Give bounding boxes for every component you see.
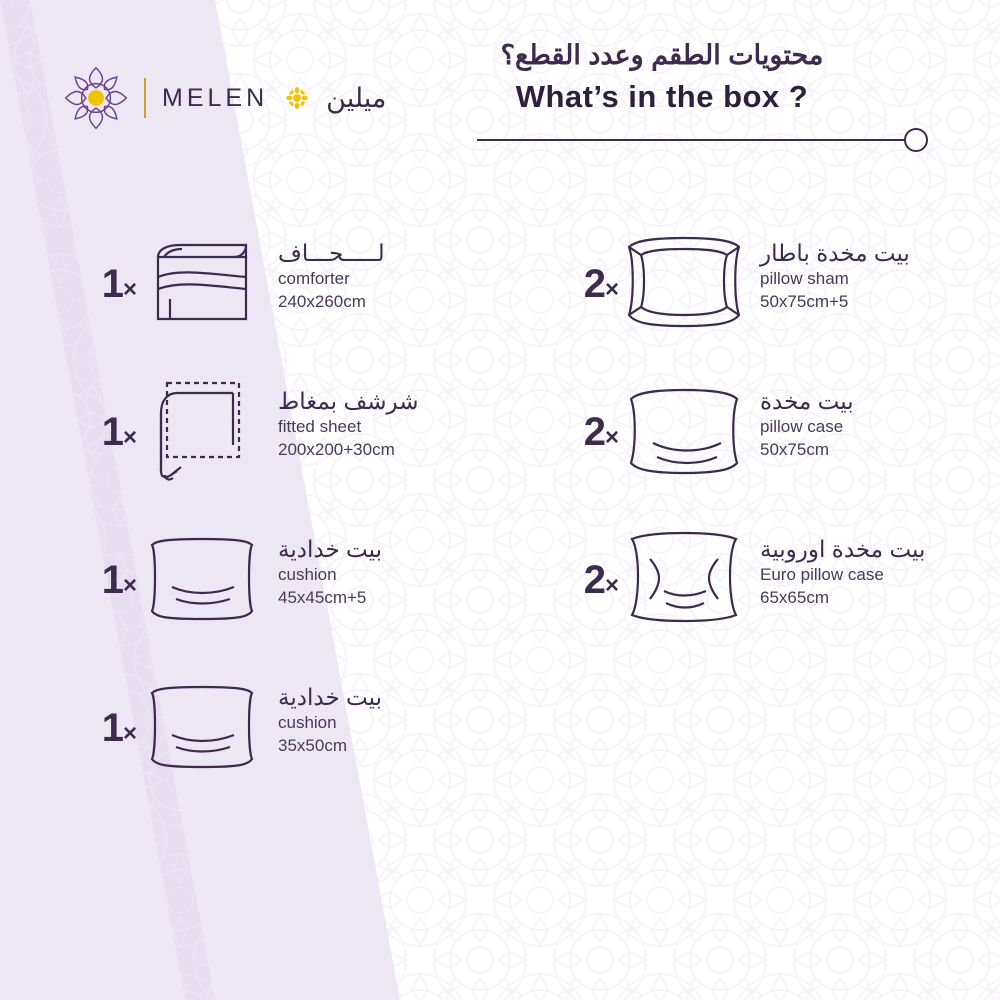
item-quantity: 2× xyxy=(583,558,618,602)
item-quantity: 1× xyxy=(101,262,136,306)
item-label-en: pillow sham xyxy=(760,269,849,289)
item-size: 35x50cm xyxy=(278,736,347,756)
pillow-case-icon xyxy=(618,366,750,486)
item-pillow-sham xyxy=(540,218,1000,366)
item-label-en: cushion xyxy=(278,713,337,733)
item-label-ar: بيت مخدة باطار xyxy=(760,240,910,266)
logo-divider xyxy=(144,78,146,118)
item-size: 240x260cm xyxy=(278,292,366,312)
item-size: 200x200+30cm xyxy=(278,440,395,460)
item-labels xyxy=(268,514,382,610)
fitted-sheet-icon xyxy=(136,366,268,486)
item-label-ar: بيت خدادية xyxy=(278,684,382,710)
item-fitted-sheet xyxy=(58,366,528,514)
items-column-right xyxy=(540,218,1000,662)
item-size: 45x45cm+5 xyxy=(278,588,367,608)
page-title xyxy=(402,40,922,115)
item-labels xyxy=(750,218,910,314)
item-label-ar: بيت مخدة اوروبية xyxy=(760,536,926,562)
item-labels xyxy=(268,662,382,758)
item-size: 65x65cm xyxy=(760,588,829,608)
item-size: 50x75cm+5 xyxy=(760,292,849,312)
cushion-icon xyxy=(136,514,268,634)
flower-icon xyxy=(286,87,308,109)
mandala-flower-logo-icon xyxy=(60,62,132,134)
cushion-icon xyxy=(136,662,268,782)
item-quantity: 1× xyxy=(101,410,136,454)
brand-name-en: MELEN xyxy=(162,83,269,112)
item-euro-pillow-case xyxy=(540,514,1000,662)
item-label-ar: بيت خدادية xyxy=(278,536,382,562)
item-label-en: cushion xyxy=(278,565,337,585)
item-label-ar: شرشف بمغاط xyxy=(278,388,419,414)
item-labels xyxy=(268,218,385,314)
item-labels xyxy=(750,366,854,462)
item-label-en: comforter xyxy=(278,269,350,289)
item-quantity: 1× xyxy=(101,558,136,602)
euro-pillow-case-icon xyxy=(618,514,750,634)
item-label-ar: بيت مخدة xyxy=(760,388,854,414)
title-end-dot xyxy=(904,128,928,152)
item-quantity: 1× xyxy=(101,706,136,750)
item-cushion-45 xyxy=(58,514,528,662)
item-comforter xyxy=(58,218,528,366)
item-size: 50x75cm xyxy=(760,440,829,460)
item-labels xyxy=(750,514,925,610)
items-column-left xyxy=(58,218,528,810)
page-title-en: What’s in the box ? xyxy=(515,79,809,114)
item-quantity: 2× xyxy=(583,410,618,454)
item-label-en: Euro pillow case xyxy=(760,565,884,585)
item-quantity: 2× xyxy=(583,262,618,306)
item-label-ar: لـــــحـــاف xyxy=(278,240,385,266)
comforter-icon xyxy=(136,218,268,338)
pillow-sham-icon xyxy=(618,218,750,338)
title-underline xyxy=(477,139,922,141)
page-title-ar: محتويات الطقم وعدد القطع؟ xyxy=(500,40,824,70)
item-label-en: pillow case xyxy=(760,417,844,437)
item-labels xyxy=(268,366,419,462)
item-cushion-35 xyxy=(58,662,528,810)
item-label-en: fitted sheet xyxy=(278,417,362,437)
brand-logo xyxy=(60,62,386,134)
item-pillow-case xyxy=(540,366,1000,514)
brand-name-ar: ميلين xyxy=(326,82,387,113)
